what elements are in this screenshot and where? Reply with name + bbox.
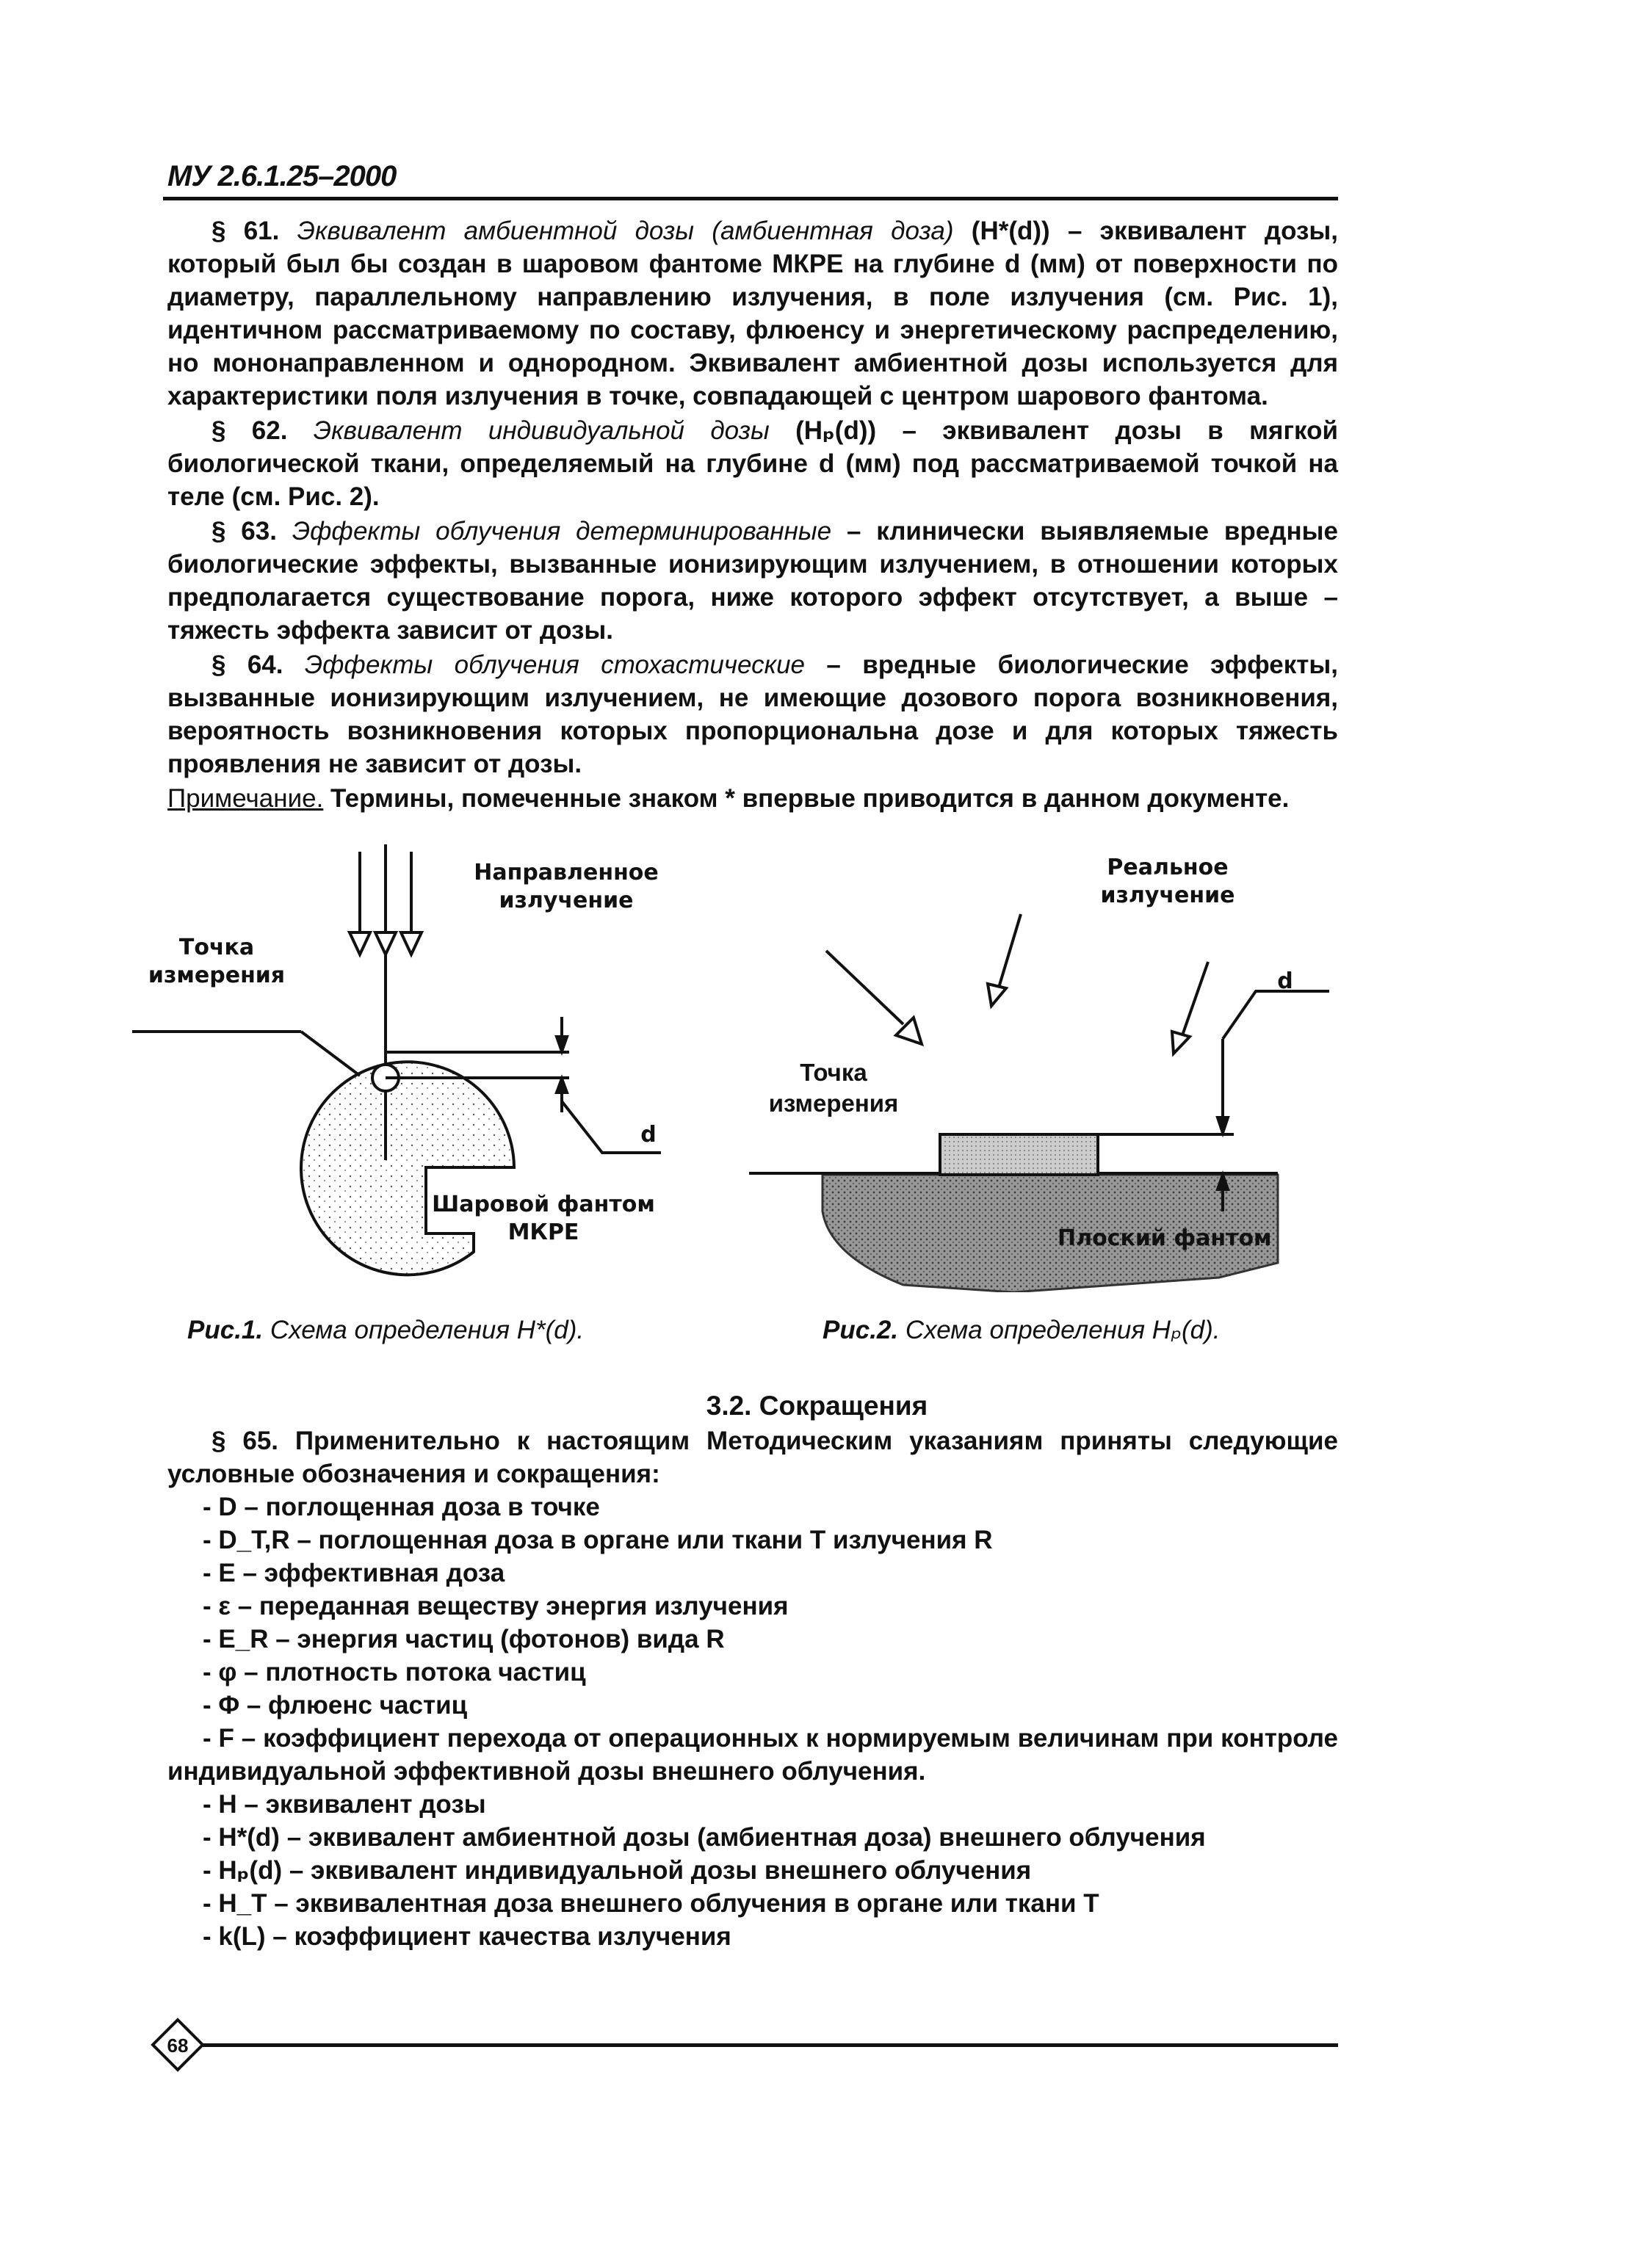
depth-arrows-2	[1218, 1039, 1228, 1211]
list-item: - ε – переданная веществу энергия излучения	[203, 1592, 789, 1620]
list-item: - H_T – эквивалентная доза внешнего облучения в органе или ткани T	[203, 1889, 1099, 1918]
paragraph-63: § 63. Эффекты облучения детерминированные – клинически выявляемые вредные биологические эффекты, вызванные ионизирующим излучением, в отношении которых предполагается существование порога, ниже которого эффект отсутствует, а выше – тяжесть эффекта зависит от дозы.	[167, 517, 1338, 645]
fig1-directed-radiation-label: Направленное излучение	[474, 860, 659, 913]
page-number-badge	[151, 2018, 205, 2072]
term-63: Эффекты облучения детерминированные	[292, 517, 832, 546]
term-61: Эквивалент амбиентной дозы	[297, 217, 695, 245]
term-64: Эффекты облучения стохастические	[304, 651, 806, 679]
fig2-real-radiation-label: Реальное излучение	[1100, 855, 1235, 908]
list-item: - φ – плотность потока частиц	[203, 1658, 586, 1686]
abbreviations-list	[167, 1424, 1338, 1953]
definitions-block	[167, 214, 1338, 816]
list-item: - E_R – энергия частиц (фотонов) вида R	[203, 1625, 725, 1653]
document-code: МУ 2.6.1.25–2000	[167, 160, 397, 192]
real-radiation-arrows	[826, 914, 1208, 1054]
footer-rule	[198, 2043, 1338, 2047]
header-rule	[163, 197, 1338, 200]
fig2-d-label: d	[1277, 968, 1293, 994]
paragraph-62: § 62. Эквивалент индивидуальной дозы (Hₚ(d)) – эквивалент дозы в мягкой биологической ткани, определяемый на глубине d (мм) под рассматриваемой точкой на теле (см. Рис. 2).	[167, 416, 1338, 511]
depth-arrows	[557, 1017, 567, 1112]
term-62: Эквивалент индивидуальной дозы	[313, 416, 770, 445]
note-label: Примечание.	[167, 784, 324, 813]
figure1-caption: Рис.1. Схема определения H*(d).	[187, 1316, 585, 1344]
list-item: - E – эффективная доза	[203, 1559, 505, 1587]
fig2-measure-point-label: Точка измерения	[768, 1059, 899, 1117]
list-item: - Hₚ(d) – эквивалент индивидуальной дозы внешнего облучения	[203, 1856, 1032, 1885]
fig1-phantom-label: Шаровой фантом МКРЕ	[432, 1192, 655, 1245]
list-item: - k(L) – коэффициент качества излучения	[203, 1922, 731, 1951]
list-item: - Φ – флюенс частиц	[203, 1691, 468, 1720]
paragraph-61: § 61. Эквивалент амбиентной дозы (амбиентная доза) (H*(d)) – эквивалент дозы, который был бы создан в шаровом фантоме МКРЕ на глубине d (мм) от поверхности по диаметру, параллельному направлению излучения, в поле излучения (см. Рис. 1), идентичном рассматриваемому по составу, флюенсу и энергетическому распределению, но мононаправленном и однородном. Эквивалент амбиентной дозы используется для характеристики поля излучения в точке, совпадающей с центром шарового фантома.	[167, 217, 1338, 410]
list-item: - D_T,R – поглощенная доза в органе или ткани T излучения R	[203, 1526, 993, 1554]
list-item: - D – поглощенная доза в точке	[203, 1493, 600, 1521]
abbreviations-intro: § 65. Применительно к настоящим Методическим указаниям приняты следующие условные обозначения и сокращения:	[167, 1427, 1338, 1488]
paragraph-64: § 64. Эффекты облучения стохастические – вредные биологические эффекты, вызванные ионизирующим излучением, не имеющие дозового порога возникновения, вероятность возникновения которых пропорциональна дозе и для которых тяжесть проявления не зависит от дозы.	[167, 651, 1338, 778]
list-item: - H – эквивалент дозы	[203, 1790, 486, 1819]
note: Примечание. Термины, помеченные знаком * впервые приводится в данном документе.	[167, 784, 1290, 813]
list-item: - F – коэффициент перехода от операционных к нормируемым величинам при контроле индивидуальной эффективной дозы внешнего облучения.	[167, 1724, 1338, 1786]
dosimeter-block	[940, 1134, 1098, 1175]
fig1-d-label: d	[640, 1122, 657, 1148]
list-item: - H*(d) – эквивалент амбиентной дозы (амбиентная доза) внешнего облучения	[203, 1823, 1206, 1852]
page-number: 68	[167, 2035, 189, 2057]
figure2-caption: Рис.2. Схема определения Hₚ(d).	[823, 1316, 1221, 1344]
fig2-phantom-label: Плоский фантом	[1058, 1225, 1272, 1251]
section-title: 3.2. Сокращения	[706, 1391, 928, 1421]
fig1-measure-point-label: Точка измерения	[148, 935, 286, 988]
